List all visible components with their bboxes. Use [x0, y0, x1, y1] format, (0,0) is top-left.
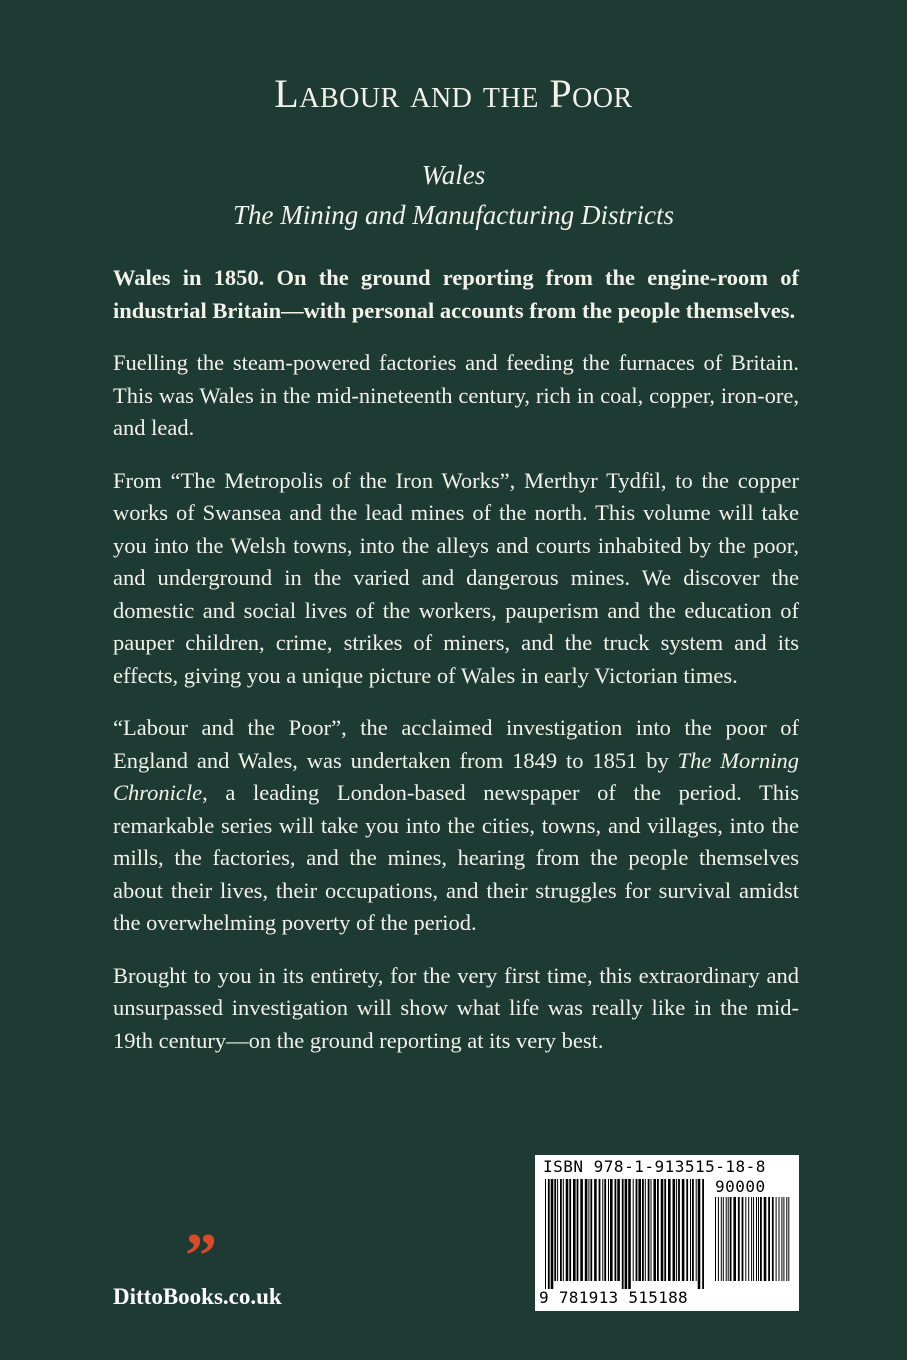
barcode-bar	[608, 1179, 609, 1281]
barcode-bar	[615, 1179, 617, 1281]
blurb-paragraph-3-end: , a leading London-based newspaper of the period. This remarkable series will take you into the cities, towns, and villages, into the mills, the factories, and the mines, hearing from the people themselves about their lives, their occupations, and their struggles for survival amidst the overwhelming poverty of the period.	[113, 780, 799, 935]
barcode-bar	[702, 1179, 704, 1289]
barcode-bar	[557, 1179, 558, 1281]
blurb-lead-paragraph: Wales in 1850. On the ground reporting from the engine-room of industrial Britain—with personal accounts from the people themselves.	[113, 265, 799, 323]
barcode-bar	[682, 1179, 685, 1281]
blurb-paragraph-4: Brought to you in its entirety, for the very first time, this extraordinary and unsurpassed investigation will show what life was really like in the mid-19th century—on the ground reporting at its very best.	[113, 962, 799, 1053]
barcode-bar	[604, 1179, 606, 1281]
barcode-bar	[753, 1197, 754, 1281]
subtitle-line-topic: The Mining and Manufacturing Districts	[233, 200, 674, 230]
barcode-bar	[751, 1197, 752, 1281]
barcode-bar	[563, 1179, 564, 1281]
barcode-bar	[690, 1179, 691, 1281]
newspaper-title: The Morning Chronicle	[113, 747, 799, 805]
barcode-bar	[678, 1179, 680, 1281]
barcode-bar	[742, 1197, 744, 1281]
barcode-bar	[636, 1179, 638, 1281]
barcode-bar	[610, 1179, 613, 1281]
barcode-bar	[686, 1179, 688, 1281]
book-title: Labour and the Poor	[274, 71, 633, 116]
book-subtitle	[0, 155, 907, 235]
publisher-name: DittoBooks.co.uk	[113, 1284, 282, 1309]
barcode-bar	[569, 1179, 571, 1281]
barcode-bar	[648, 1179, 650, 1281]
barcode-bar	[551, 1179, 554, 1289]
isbn-barcode	[535, 1155, 799, 1311]
barcode-bar	[573, 1179, 576, 1281]
barcode-bar	[642, 1179, 644, 1281]
barcode-bar	[788, 1197, 789, 1281]
blurb-paragraph-2: From “The Metropolis of the Iron Works”, Merthyr Tydfil, to the copper works of Swansea and the lead mines of the north. This volume will take you into the Welsh towns, into the alleys and courts inhabited by the poor, and underground in the varied and dangerous mines. We discover the domestic and social lives of the workers, pauperism and the education of pauper children, crime, strikes of miners, and the truck system and its effects, giving you a unique picture of Wales in early Victorian times.	[113, 467, 799, 688]
blurb	[113, 262, 799, 1077]
price-code: 90000	[715, 1177, 766, 1196]
barcode-bar	[776, 1197, 777, 1281]
barcode-bar	[651, 1179, 652, 1281]
barcode-bar	[745, 1197, 746, 1281]
barcode-bar	[748, 1197, 749, 1281]
barcode-bar	[676, 1179, 677, 1281]
barcode-bar	[594, 1179, 597, 1281]
barcode-bar	[756, 1197, 757, 1281]
barcode-bar	[781, 1197, 782, 1281]
barcode-bar	[730, 1197, 732, 1281]
barcode-bar	[664, 1179, 666, 1281]
barcode-bar	[738, 1197, 740, 1281]
barcode-bar	[585, 1179, 588, 1281]
barcode-bar	[633, 1179, 634, 1281]
barcode-bar	[721, 1197, 722, 1281]
barcode-bar	[668, 1179, 671, 1281]
barcode-bar	[715, 1197, 716, 1281]
barcode-bar	[718, 1197, 719, 1281]
barcode-bar	[657, 1179, 659, 1281]
isbn-label: ISBN 978-1-913515-18-8	[543, 1157, 766, 1176]
barcode-bar	[566, 1179, 569, 1281]
barcode-bar	[692, 1179, 694, 1281]
blurb-paragraph-3	[113, 712, 799, 940]
barcode-bar	[622, 1179, 624, 1289]
barcode-bar	[726, 1197, 727, 1281]
barcode-bar	[673, 1179, 676, 1281]
barcode-bar	[768, 1197, 770, 1281]
barcode-bar	[764, 1197, 767, 1281]
barcode-digits: 9 781913 515188	[539, 1288, 688, 1307]
barcode-addon-bars	[715, 1197, 791, 1289]
barcode-bar	[599, 1179, 601, 1281]
barcode-bar	[760, 1197, 762, 1281]
barcode-bar	[786, 1197, 787, 1281]
barcode-bar	[783, 1197, 784, 1281]
blurb-paragraph-1: Fuelling the steam-powered factories and feeding the furnaces of Britain. This was Wales in the mid-nineteenth century, rich in coal, copper, iron-ore, and lead.	[113, 350, 799, 440]
barcode-bar	[661, 1179, 664, 1281]
barcode-bar	[588, 1179, 589, 1281]
quote-mark-icon: ”	[185, 1220, 217, 1291]
barcode-bar	[577, 1179, 579, 1281]
barcode-bar	[617, 1179, 620, 1281]
barcode-bar	[779, 1197, 780, 1281]
barcode-bar	[554, 1179, 556, 1281]
barcode-main-bars	[545, 1179, 707, 1289]
barcode-bar	[772, 1197, 774, 1281]
barcode-bar	[625, 1179, 628, 1289]
barcode-bar	[758, 1197, 759, 1281]
barcode-bar	[698, 1179, 701, 1289]
barcode-bar	[638, 1179, 641, 1281]
blurb-paragraph-3-start: “Labour and the Poor”, the acclaimed investigation into the poor of England and Wales, was undertaken from 1849 to 1851 by	[113, 715, 799, 773]
barcode-bar	[545, 1179, 546, 1289]
barcode-bar	[696, 1179, 697, 1281]
barcode-bar	[602, 1179, 603, 1281]
barcode-bar	[645, 1179, 646, 1281]
barcode-bar	[723, 1197, 724, 1281]
barcode-bar	[590, 1179, 592, 1281]
barcode-bar	[548, 1179, 550, 1289]
barcode-bar	[653, 1179, 656, 1281]
barcode-bar	[733, 1197, 736, 1281]
barcode-bar	[580, 1179, 583, 1281]
barcode-bar	[560, 1179, 562, 1281]
barcode-bar	[628, 1179, 631, 1289]
subtitle-line-region: Wales	[421, 160, 486, 190]
barcode-bar	[728, 1197, 729, 1281]
